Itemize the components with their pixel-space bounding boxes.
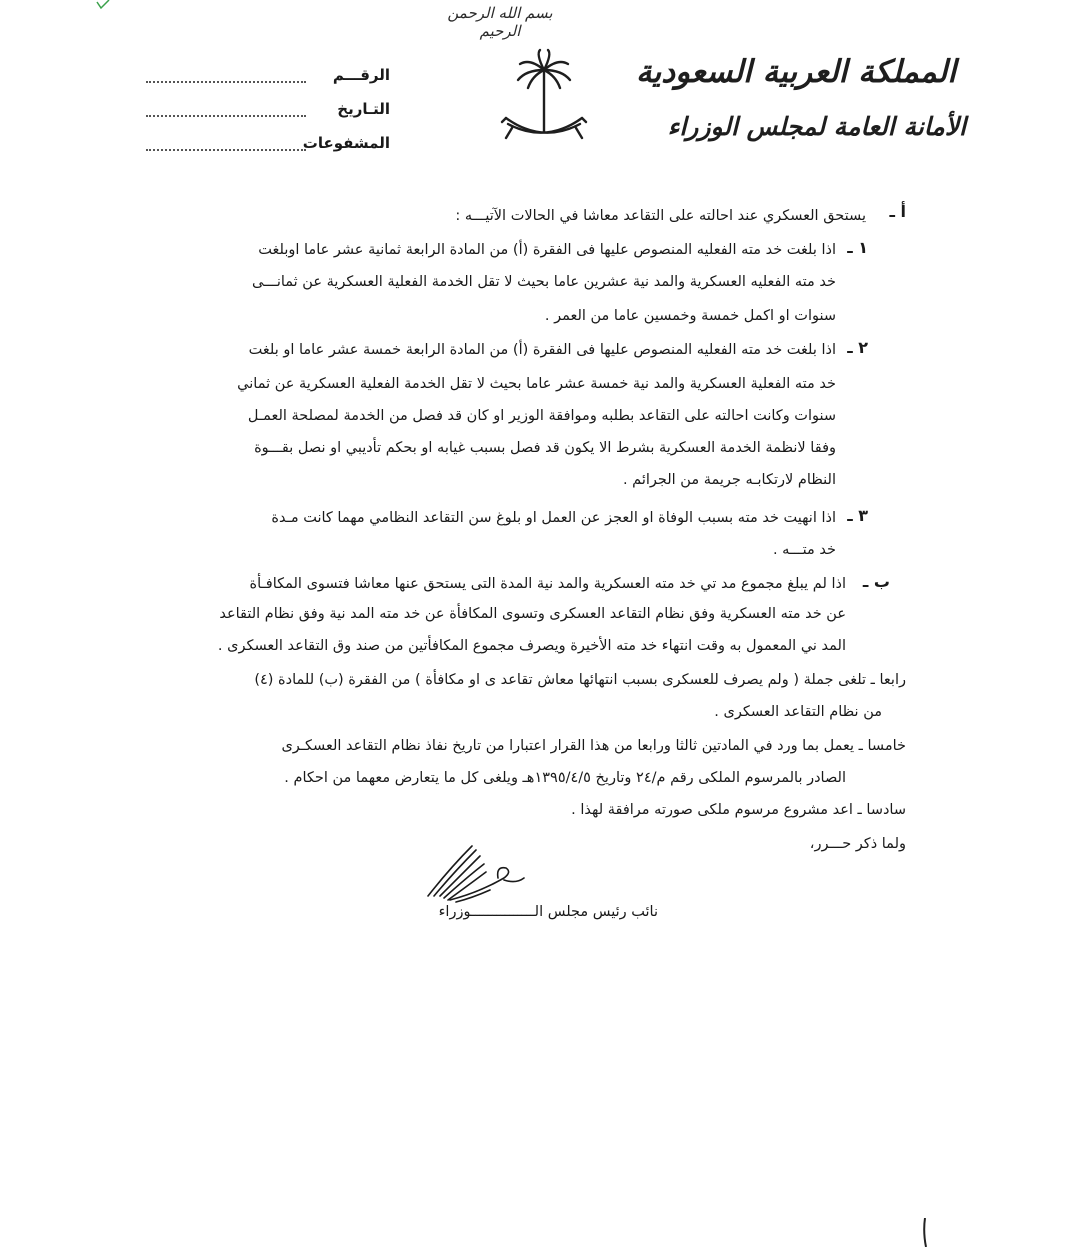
fifth-line-1: خامسا ـ يعمل بما ورد في المادتين ثالثا ورابعا من هذا القرار اعتبارا من تاريخ نفاذ نظام التقاعد العسكـرى	[281, 738, 906, 754]
date-field	[140, 100, 390, 124]
reference-number-field	[140, 66, 390, 90]
closing-line: ولما ذكر حـــرر،	[809, 836, 906, 852]
item-b-line-1: اذا لم يبلغ مجموع مد تي خد مته العسكرية والمد نية المدة التى يستحق عنها معاشا فتسوى المكافـأة	[249, 576, 846, 592]
item-a1-marker: ١ ـ	[847, 238, 868, 257]
handwritten-signature-icon	[420, 838, 530, 908]
item-a3-marker: ٣ ـ	[847, 506, 868, 525]
item-b-line-3: المد ني المعمول به وقت انتهاء خد مته الأخيرة ويصرف مجموع المكافأتين من صند وق التقاعد العسكرى .	[217, 638, 846, 654]
item-a1-line-1: اذا بلغت خد مته الفعليه المنصوص عليها فى الفقرة (أ) من المادة الرابعة ثمانية عشر عاما اوبلغت	[258, 242, 836, 258]
signer-title: نائب رئيس مجلس الـــــــــــــــوزراء	[438, 904, 658, 920]
item-a-intro: يستحق العسكري عند احالته على التقاعد معاشا في الحالات الآتيـــه :	[455, 208, 866, 224]
secretariat-title: الأمانة العامة لمجلس الوزراء	[667, 112, 966, 141]
item-a2-line-3: سنوات وكانت احالته على التقاعد بطلبه وموافقة الوزير او كان قد فصل من الخدمة لمصلحة العمـل	[247, 408, 836, 424]
item-a2-line-5: النظام لارتكابـه جريمة من الجرائم .	[622, 472, 836, 488]
fourth-line-1: رابعا ـ تلغى جملة ( ولم يصرف للعسكرى بسبب انتهائها معاش تقاعد ى او مكافأة ) من الفقرة (ب) للمادة (٤)	[254, 672, 906, 688]
attachments-label: المشفوعات	[302, 134, 390, 152]
item-a-marker: أ ـ	[889, 202, 906, 221]
kingdom-title: المملكة العربية السعودية	[636, 54, 956, 90]
corner-tick-mark	[95, 0, 111, 10]
date-line	[146, 115, 306, 117]
date-label: التـاريخ	[337, 100, 390, 118]
attachments-field	[140, 134, 390, 158]
item-a2-line-1: اذا بلغت خد مته الفعليه المنصوص عليها فى الفقرة (أ) من المادة الرابعة خمسة عشر عاما او بلغت	[248, 342, 836, 358]
item-a3-line-1: اذا انهيت خد مته بسبب الوفاة او العجز عن العمل او بلوغ سن التقاعد النظامي مهما كانت مـدة	[271, 510, 836, 526]
basmala: بسم الله الرحمن الرحيم	[447, 4, 553, 40]
page-edge-mark	[920, 1218, 930, 1247]
item-b-line-2: عن خد مته العسكرية وفق نظام التقاعد العسكرى وتسوى المكافأة عن خد مته المد نية وفق نظام التقاعد	[219, 606, 846, 622]
reference-number-label: الرقـــم	[332, 66, 390, 84]
item-a3-line-2: خد متـــه .	[772, 542, 836, 558]
attachments-line	[146, 149, 306, 151]
reference-number-line	[146, 81, 306, 83]
item-a1-line-3: سنوات او اكمل خمسة وخمسين عاما من العمر .	[544, 308, 836, 324]
fifth-line-2: الصادر بالمرسوم الملكى رقم م/٢٤ وتاريخ ١٣٩٥/٤/٥هـ ويلغى كل ما يتعارض معهما من احكام .	[284, 770, 846, 786]
item-a2-line-4: وفقا لانظمة الخدمة العسكرية بشرط الا يكون قد فصل بسبب غيابه او بحكم تأديبي او نصل بقـــوة	[254, 440, 836, 456]
item-a2-marker: ٢ ـ	[847, 338, 868, 357]
item-b-marker: ب ـ	[862, 572, 890, 591]
item-a1-line-2: خد مته الفعليه العسكرية والمد نية عشرين عاما بحيث لا تقل الخدمة الفعلية العسكرية عن ثمانـــى	[252, 274, 836, 290]
sixth-line-1: سادسا ـ اعد مشروع مرسوم ملكى صورته مرافقة لهذا .	[571, 802, 906, 818]
fourth-line-2: من نظام التقاعد العسكرى .	[714, 704, 882, 720]
palm-and-swords-icon	[496, 48, 592, 160]
item-a2-line-2: خد مته الفعلية العسكرية والمد نية خمسة عشر عاما بحيث لا تقل الخدمة الفعلية العسكرية عن ثماني	[237, 376, 836, 392]
